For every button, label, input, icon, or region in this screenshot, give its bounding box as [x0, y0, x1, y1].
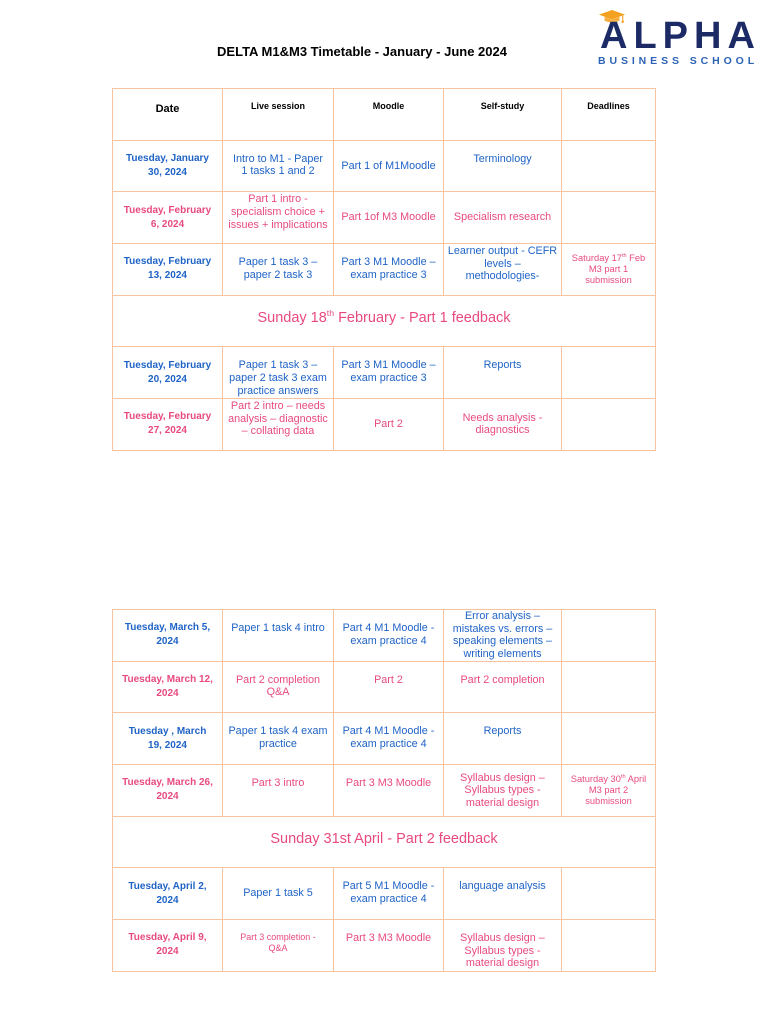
- deadline-cell: [562, 661, 656, 713]
- date-text: Tuesday, February 20, 2024: [123, 359, 212, 385]
- timetable-2: [112, 609, 656, 972]
- moodle-text: Part 1 of M1Moodle: [341, 159, 436, 172]
- live-session-cell: [223, 713, 334, 765]
- moodle-text: Part 3 M3 Moodle: [345, 932, 432, 945]
- logo-tagline: BUSINESS SCHOOL: [598, 55, 759, 67]
- date-cell: [113, 244, 223, 296]
- date-text: Tuesday, February 6, 2024: [123, 204, 212, 230]
- live-session-cell: [223, 868, 334, 920]
- moodle-text: Part 3 M1 Moodle – exam practice 3: [341, 359, 436, 385]
- self-study-cell: [444, 868, 562, 920]
- live-session-text: Paper 1 task 4 intro: [231, 622, 325, 634]
- moodle-text: Part 4 M1 Moodle - exam practice 4: [342, 725, 435, 750]
- date-cell: [113, 610, 223, 662]
- feedback-banner-row: [113, 295, 656, 347]
- self-study-text: Syllabus design – Syllabus types - material design: [460, 771, 545, 809]
- self-study-text: language analysis: [459, 880, 546, 893]
- moodle-cell: [334, 713, 444, 765]
- moodle-cell: [334, 399, 444, 451]
- page-title: DELTA M1&M3 Timetable - January - June 2024: [217, 44, 507, 59]
- timetable-body: [113, 610, 656, 972]
- self-study-text: Syllabus design – Syllabus types - material design: [460, 932, 545, 970]
- feedback-banner-row: [113, 816, 656, 868]
- moodle-text: Part 2: [374, 418, 403, 431]
- live-session-cell: [223, 140, 334, 192]
- header-row: [113, 89, 656, 141]
- timetable-body: [113, 89, 656, 451]
- self-study-text: Part 2 completion: [460, 673, 545, 686]
- date-cell: [113, 713, 223, 765]
- date-cell: [113, 347, 223, 399]
- date-cell: [113, 661, 223, 713]
- date-text: Tuesday, February 13, 2024: [123, 256, 212, 282]
- session-row: [113, 192, 656, 244]
- live-session-text: Paper 1 task 4 exam practice: [228, 725, 328, 750]
- moodle-text: Part 4 M1 Moodle - exam practice 4: [342, 622, 435, 647]
- deadline-text: Saturday 30: [570, 773, 621, 784]
- live-session-text: Part 2 intro – needs analysis – diagnostic – collating data: [228, 400, 328, 438]
- self-study-cell: [444, 610, 562, 662]
- header-label: Self-study: [480, 101, 525, 111]
- date-text: Tuesday, January 30, 2024: [126, 153, 209, 179]
- deadline-cell: [562, 868, 656, 920]
- header-label: Deadlines: [587, 101, 630, 111]
- live-session-cell: [223, 765, 334, 817]
- moodle-cell: [334, 347, 444, 399]
- ordinal-suffix: th: [621, 252, 627, 259]
- session-row: [113, 713, 656, 765]
- date-text: Tuesday, April 9, 2024: [128, 932, 207, 958]
- moodle-cell: [334, 868, 444, 920]
- date-cell: [113, 140, 223, 192]
- date-text: Tuesday , March 19, 2024: [128, 725, 207, 751]
- session-row: [113, 765, 656, 817]
- self-study-text: Terminology: [473, 152, 532, 165]
- session-row: [113, 610, 656, 662]
- date-text: Tuesday, March 26, 2024: [122, 777, 213, 803]
- deadline-cell: [562, 713, 656, 765]
- ordinal-suffix: th: [326, 307, 335, 318]
- moodle-cell: [334, 661, 444, 713]
- live-session-text: Part 2 completion Q&A: [235, 673, 321, 699]
- deadline-text: Feb M3 part 1 submission: [585, 252, 646, 285]
- self-study-cell: [444, 399, 562, 451]
- moodle-cell: [334, 192, 444, 244]
- date-text: Tuesday, April 2, 2024: [128, 880, 207, 906]
- date-cell: [113, 868, 223, 920]
- logo-wordmark: ALPHA: [600, 15, 761, 57]
- deadline-cell: [562, 347, 656, 399]
- deadline-cell: [562, 920, 656, 972]
- header-deadlines: [562, 89, 656, 141]
- moodle-cell: [334, 765, 444, 817]
- moodle-text: Part 3 M1 Moodle – exam practice 3: [341, 256, 436, 281]
- session-row: [113, 347, 656, 399]
- session-row: [113, 244, 656, 296]
- live-session-text: Paper 1 task 3 – paper 2 task 3: [238, 256, 318, 281]
- moodle-text: Part 1of M3 Moodle: [341, 211, 436, 224]
- self-study-cell: [444, 244, 562, 296]
- deadline-text: April M3 part 2 submission: [585, 773, 647, 806]
- date-cell: [113, 192, 223, 244]
- live-session-cell: [223, 920, 334, 972]
- date-cell: [113, 920, 223, 972]
- live-session-cell: [223, 661, 334, 713]
- feedback-banner-cell: [113, 295, 656, 347]
- feedback-banner-text: February - Part 1 feedback: [334, 309, 511, 326]
- feedback-banner-cell: [113, 816, 656, 868]
- header-label: Moodle: [372, 101, 405, 111]
- moodle-text: Part 3 M3 Moodle: [345, 777, 432, 790]
- header-moodle: [334, 89, 444, 141]
- moodle-cell: [334, 920, 444, 972]
- live-session-text: Intro to M1 - Paper 1 tasks 1 and 2: [232, 152, 323, 178]
- deadline-text: Saturday 17: [571, 252, 622, 263]
- header-self-study: [444, 89, 562, 141]
- moodle-text: Part 2: [374, 673, 403, 686]
- moodle-text: Part 5 M1 Moodle - exam practice 4: [342, 880, 435, 906]
- live-session-cell: [223, 192, 334, 244]
- live-session-text: Part 3 completion - Q&A: [240, 932, 316, 954]
- ordinal-suffix: th: [620, 773, 626, 780]
- self-study-cell: [444, 140, 562, 192]
- deadline-cell: [562, 765, 656, 817]
- header-label: Date: [155, 103, 180, 115]
- deadline-cell: [562, 244, 656, 296]
- deadline-cell: [562, 140, 656, 192]
- self-study-text: Needs analysis - diagnostics: [462, 411, 543, 437]
- session-row: [113, 661, 656, 713]
- deadline-cell: [562, 610, 656, 662]
- live-session-cell: [223, 399, 334, 451]
- deadline-cell: [562, 399, 656, 451]
- self-study-cell: [444, 713, 562, 765]
- feedback-banner-text: Sunday 31st April - Part 2 feedback: [270, 830, 498, 847]
- header-live-session: [223, 89, 334, 141]
- self-study-cell: [444, 920, 562, 972]
- moodle-cell: [334, 140, 444, 192]
- self-study-text: Reports: [483, 359, 522, 372]
- alpha-business-school-logo: [596, 4, 762, 70]
- deadline-cell: [562, 192, 656, 244]
- session-row: [113, 868, 656, 920]
- self-study-text: Error analysis – mistakes vs. errors – speaking elements – writing elements: [452, 610, 553, 660]
- moodle-cell: [334, 244, 444, 296]
- date-text: Tuesday, February 27, 2024: [123, 411, 212, 437]
- date-cell: [113, 399, 223, 451]
- date-text: Tuesday, March 12, 2024: [122, 674, 213, 700]
- feedback-banner-text: Sunday 18: [257, 309, 327, 326]
- self-study-cell: [444, 765, 562, 817]
- self-study-text: Specialism research: [453, 211, 552, 224]
- live-session-text: Paper 1 task 5: [243, 887, 313, 900]
- live-session-cell: [223, 610, 334, 662]
- session-row: [113, 140, 656, 192]
- self-study-cell: [444, 192, 562, 244]
- live-session-cell: [223, 244, 334, 296]
- live-session-cell: [223, 347, 334, 399]
- self-study-cell: [444, 347, 562, 399]
- self-study-text: Reports: [483, 725, 522, 738]
- live-session-text: Part 1 intro - specialism choice + issues + implications: [228, 193, 328, 231]
- self-study-text: Learner output - CEFR levels – methodologies-: [447, 245, 558, 283]
- date-text: Tuesday, March 5, 2024: [124, 622, 211, 648]
- header-date: [113, 89, 223, 141]
- header-label: Live session: [250, 101, 306, 111]
- self-study-cell: [444, 661, 562, 713]
- date-cell: [113, 765, 223, 817]
- live-session-text: Paper 1 task 3 – paper 2 task 3 exam practice answers: [229, 359, 327, 397]
- timetable-1: [112, 88, 656, 451]
- session-row: [113, 399, 656, 451]
- session-row: [113, 920, 656, 972]
- moodle-cell: [334, 610, 444, 662]
- live-session-text: Part 3 intro: [251, 777, 305, 790]
